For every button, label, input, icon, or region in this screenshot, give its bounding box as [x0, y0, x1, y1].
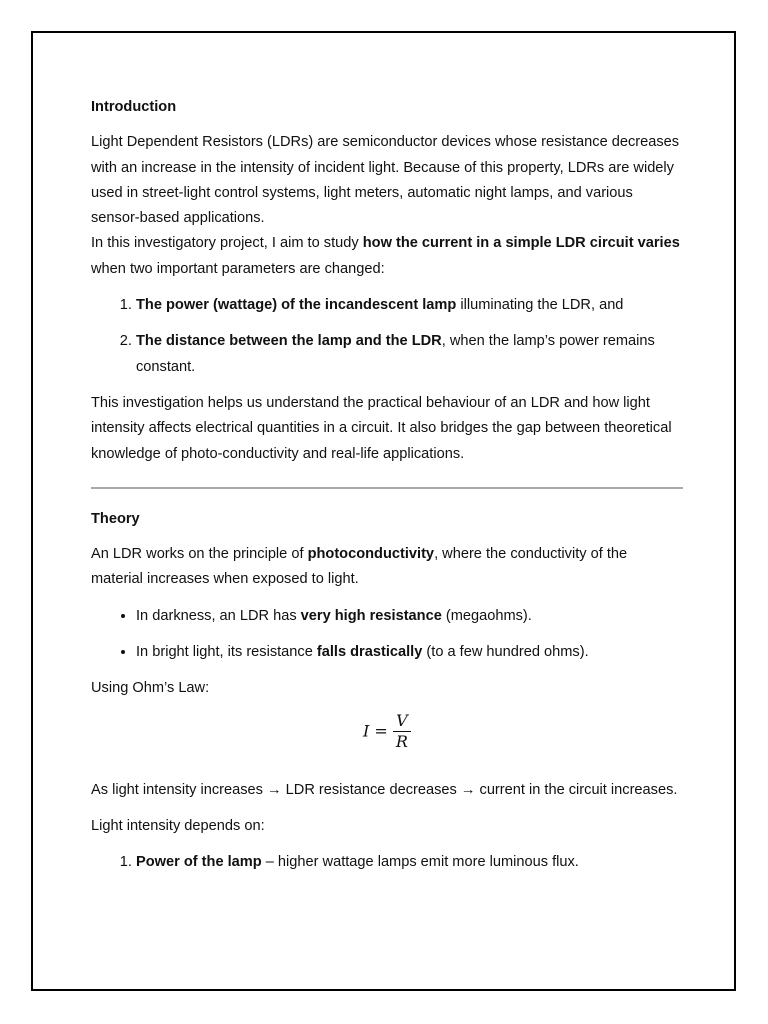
- bullet-text-bold: very high resistance: [300, 607, 442, 624]
- intro-paragraph-1: [91, 130, 683, 282]
- list-item: [136, 329, 683, 380]
- intro-parameter-list: [91, 293, 683, 380]
- intro-paragraph-1-text: Light Dependent Resistors (LDRs) are semiconductor devices whose resistance decreases with an increase in the intensity of incident light. Because of this property, LDRs are widely used in street-light control systems, light meters, automatic night lamps, and various sensor-based applications.: [91, 134, 680, 227]
- bullet-text-bold: falls drastically: [316, 644, 423, 661]
- formula-denominator: R: [395, 731, 408, 751]
- ohms-law-formula: [91, 710, 683, 751]
- intro-paragraph-2-start: In this investigatory project, I aim to study: [91, 235, 363, 252]
- theory-paragraph-3: Light intensity depends on:: [91, 817, 265, 834]
- list-item: [136, 640, 683, 665]
- list-item-text: – higher wattage lamps emit more luminous flux.: [261, 854, 579, 871]
- ohms-law-intro: Using Ohm’s Law:: [91, 680, 210, 697]
- list-item-text: illuminating the LDR, and: [456, 297, 624, 314]
- section-divider: [91, 487, 683, 489]
- intro-paragraph-2-end: when two important parameters are changed:: [91, 260, 385, 277]
- list-item-bold: The distance between the lamp and the LDR: [136, 333, 442, 350]
- theory-paragraph-2: As light intensity increases → LDR resistance decreases → current in the circuit increases.: [91, 781, 678, 798]
- theory-paragraph-1-bold: photoconductivity: [307, 546, 435, 563]
- list-item-bold: The power (wattage) of the incandescent lamp: [136, 297, 457, 314]
- introduction-heading: Introduction: [91, 99, 177, 115]
- document-page: [31, 31, 736, 991]
- list-item-text: , when the lamp’s power remains constant.: [136, 333, 655, 375]
- list-item: [136, 293, 683, 318]
- document-content: [91, 95, 683, 887]
- theory-paragraph-1-start: An LDR works on the principle of: [91, 546, 308, 563]
- bullet-text-end: (to a few hundred ohms).: [422, 644, 589, 661]
- bullet-text-start: In darkness, an LDR has: [136, 607, 301, 624]
- list-item: [136, 604, 683, 629]
- theory-paragraph-1: [91, 542, 683, 593]
- formula-fraction: [393, 710, 411, 751]
- formula-numerator: V: [393, 713, 411, 732]
- bullet-text-end: (megaohms).: [441, 607, 532, 624]
- intro-paragraph-2-bold: how the current in a simple LDR circuit varies: [362, 235, 680, 252]
- list-item: [136, 850, 683, 875]
- theory-heading: Theory: [91, 510, 140, 527]
- list-item-bold: Power of the lamp: [136, 854, 262, 871]
- bullet-text-start: In bright light, its resistance: [136, 644, 317, 661]
- light-intensity-factors-list: [91, 850, 683, 875]
- intro-paragraph-3: This investigation helps us understand the practical behaviour of an LDR and how light intensity affects electrical quantities in a circuit. It also bridges the gap between theoretical knowledge of photo-conductivity and real-life applications.: [91, 394, 672, 462]
- formula-lhs: I =: [363, 721, 388, 741]
- theory-paragraph-1-end: , where the conductivity of the material increases when exposed to light.: [91, 546, 628, 588]
- theory-bullet-list: [91, 604, 683, 666]
